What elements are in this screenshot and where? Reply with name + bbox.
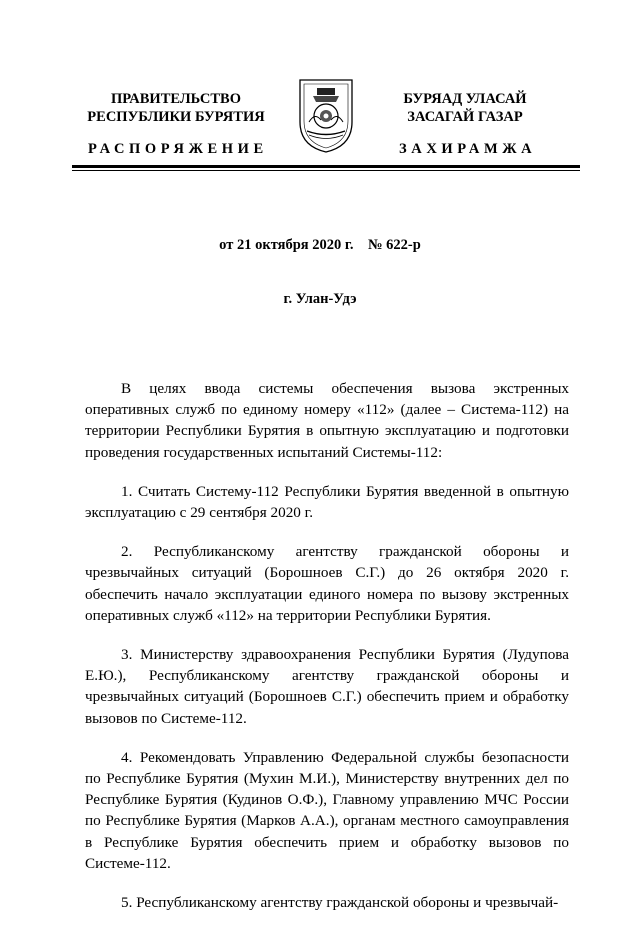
preamble-paragraph: В целях ввода системы обеспечения вызова экстренных оперативных служб по единому номеру «112» (далее – Система-112) на территории Республики Бурятия в опытную эксплуатацию и подготовки проведения государственных испытаний Системы-112: — [85, 380, 569, 461]
government-title: ПРАВИТЕЛЬСТВО — [111, 91, 241, 107]
header-divider-thin — [72, 170, 580, 171]
clause-2: 2. Республиканскому агентству гражданской обороны и чрезвычайных ситуаций (Борошноев С.Г.) до 26 октября 2020 г. обеспечить начало эксплуатации единого номера по вызову экстренных оперативных служб «112» на территории Республики Бурятия. — [85, 543, 569, 624]
clause-4: 4. Рекомендовать Управлению Федеральной службы безопасности по Республике Бурятия (Мухин М.И.), Министерству внутренних дел по Республике Бурятия (Кудинов О.Ф.), Главному управлению МЧС России по Республике Бурятия (Марков А.А.), органам местного самоуправления в Республике Бурятия обеспечить прием и обработку вызовов по Системе-112. — [85, 748, 569, 872]
order-city: г. Улан-Удэ — [283, 291, 357, 307]
coat-of-arms-emblem-icon — [297, 76, 355, 154]
document-type-russian: РАСПОРЯЖЕНИЕ — [88, 141, 268, 157]
government-subtitle-buryat: ЗАСАГАЙ ГАЗАР — [407, 109, 523, 125]
document-type-buryat: ЗАХИРАМЖА — [399, 141, 537, 157]
clause-3: 3. Министерству здравоохранения Республики Бурятия (Лудупова Е.Ю.), Республиканскому агентству гражданской обороны и чрезвычайных ситуаций (Борошноев С.Г.) обеспечить прием и обработку вызовов по Системе-112. — [85, 646, 569, 727]
government-title-buryat: БУРЯАД УЛАСАЙ — [403, 91, 527, 107]
clause-1: 1. Считать Систему-112 Республики Бурятия введенной в опытную эксплуатацию с 29 сентября 2020 г. — [85, 482, 569, 522]
header-divider-thick — [72, 165, 580, 168]
header-right — [380, 90, 550, 126]
clause-5: 5. Республиканскому агентству гражданской обороны и чрезвычай- — [121, 894, 559, 912]
republic-title: РЕСПУБЛИКИ БУРЯТИЯ — [87, 109, 265, 125]
order-date-number: от 21 октября 2020 г. № 622-р — [219, 237, 421, 253]
document-body — [85, 378, 569, 931]
header-left — [86, 90, 266, 126]
